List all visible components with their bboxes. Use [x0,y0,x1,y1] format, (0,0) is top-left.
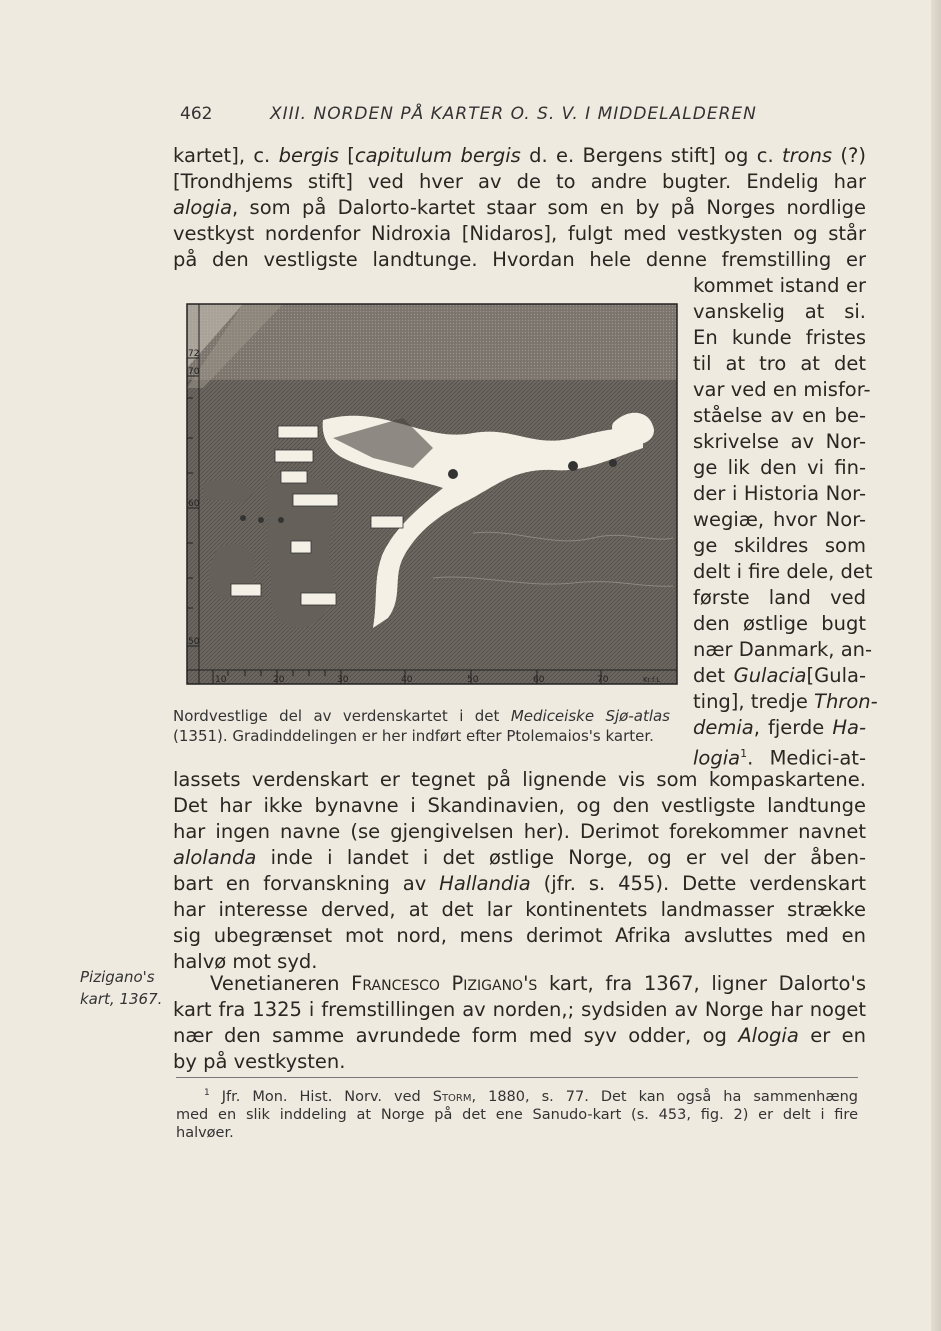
body-line: vanskelig at si. [693,300,866,323]
page-number: 462 [180,104,213,124]
body-line: vestkyst nordenfor Nidroxia [Nidaros], fulgt med vestkysten og står [173,222,866,245]
footnote: $^1$ Jfr. Mon. Hist. Norv. ved Storm, 1880, s. 77. Det kan også ha sammenhæng med en slik inddeling at Norge på det ene Sanudo-kart (s. 453, fig. 2) er delt i fire halvøer. [176,1088,858,1141]
running-head: XIII. NORDEN PÅ KARTER O. S. V. I MIDDELALDEREN [270,104,757,124]
map-illustration [173,298,681,693]
lon-label: 10 [215,675,227,685]
body-line: delt i fire dele, det [693,560,873,583]
map-credit: Kr.f.L [643,676,661,684]
body-line: har ingen navne (se gjengivelsen her). Derimot forekommer navnet [173,820,866,843]
body-line: der i Historia Nor- [693,482,866,505]
body-line: kartet], c. bergis [capitulum bergis d. e. Bergens stift] og c. trons (?) [173,144,866,167]
lon-label: 20 [273,675,285,685]
lon-label: 70 [597,675,609,685]
figure-caption: Nordvestlige del av verdenskartet i det Mediceiske Sjø-atlas (1351). Gradinddelingen er her indført efter Ptolemaios's karter. [173,707,670,745]
lat-label: 60 [188,499,200,509]
body-line: by på vestkysten. [173,1050,346,1073]
lon-label: 30 [337,675,349,685]
body-line: første land ved [693,586,866,609]
body-line: Det har ikke bynavne i Skandinavien, og den vestligste landtunge [173,794,866,817]
body-line: til at tro at det [693,352,866,375]
body-line: nær den samme avrundede form med syv odder, og Alogia er en [173,1024,866,1047]
body-line: ge skildres som [693,534,866,557]
map-land-mass [187,380,677,684]
lon-label: 60 [533,675,545,685]
body-line: demia, fjerde Ha- [693,716,866,739]
body-line: kommet istand er [693,274,866,297]
body-line: alogia, som på Dalorto-kartet staar som en by på Norges nordlige [173,196,866,219]
body-line: ting], tredje Thron- [693,690,878,713]
body-line: logia$^1$. Medici-at- [693,746,866,770]
margin-note: Pizigano's kart, 1367. [80,968,163,1008]
lon-label: 50 [467,675,479,685]
body-line: bart en forvanskning av Hallandia (jfr. s. 455). Dette verdenskart [173,872,866,895]
lon-label: 40 [401,675,413,685]
body-line: har interesse derved, at det lar kontinentets landmasser strække [173,898,866,921]
body-line: kart fra 1325 i fremstillingen av norden,; sydsiden av Norge har noget [173,998,866,1021]
footnote-ref: 1 [740,747,748,760]
body-line: alolanda inde i landet i det østlige Norge, og er vel der åben- [173,846,866,869]
body-line: det Gulacia[Gula- [693,664,866,687]
body-line: var ved en misfor- [693,378,871,401]
body-line: skrivelse av Nor- [693,430,866,453]
lat-label: 50 [188,637,200,647]
body-line: ge lik den vi fin- [693,456,866,479]
body-line: på den vestligste landtunge. Hvordan hele denne fremstilling er [173,248,866,271]
body-line: [Trondhjems stift] ved hver av de to andre bugter. Endelig har [173,170,866,193]
body-line: halvø mot syd. [173,950,318,973]
body-line: den østlige bugt [693,612,866,635]
body-line: En kunde fristes [693,326,866,349]
map-figure [173,298,681,693]
body-line: nær Danmark, an- [693,638,873,661]
page-edge [931,0,941,1331]
body-line: sig ubegrænset mot nord, mens derimot Afrika avsluttes med en [173,924,866,947]
footnote-rule [176,1077,858,1078]
lat-label: 72 [188,349,200,359]
body-line: ståelse av en be- [693,404,866,427]
body-line: lassets verdenskart er tegnet på lignende vis som kompaskartene. [173,768,866,791]
body-line: Venetianeren Francesco Pizigano's kart, fra 1367, ligner Dalorto's [210,972,866,995]
lat-label: 70 [188,367,200,377]
body-line: wegiæ, hvor Nor- [693,508,866,531]
